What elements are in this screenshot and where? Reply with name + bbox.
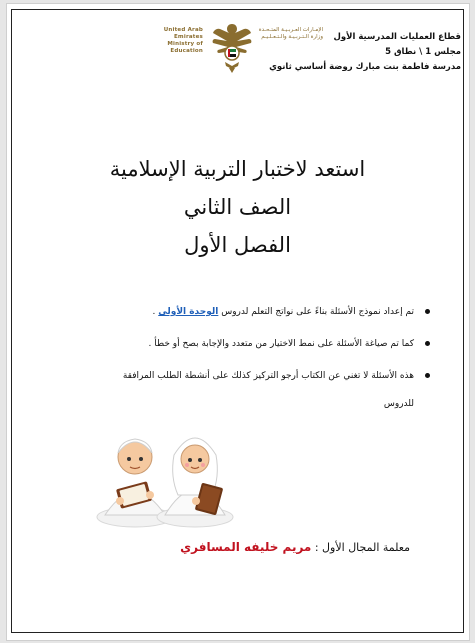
notes-list <box>50 305 430 411</box>
list-item <box>50 305 430 319</box>
document-titles <box>0 150 475 264</box>
school-line: مدرسة فاطمة بنت مبارك روضة أساسي ثانوي <box>269 62 461 72</box>
bullet-icon <box>425 373 430 378</box>
ministry-en-line2: Ministry of Education <box>167 41 203 54</box>
ministry-en-line1: United Arab Emirates <box>163 27 203 40</box>
ministry-name-arabic <box>255 27 323 41</box>
teacher-name: مريم خليفه المسافري <box>180 540 312 554</box>
ministry-name-english <box>133 27 203 55</box>
bullet-icon <box>425 341 430 346</box>
grade-title: الصف الثاني <box>183 195 292 219</box>
children-reading-books-icon <box>90 415 240 530</box>
bullet-icon <box>425 309 430 314</box>
bullet1-end: . <box>152 307 159 317</box>
term-title: الفصل الأول <box>184 233 291 257</box>
unit-one-link[interactable]: الوحدة الأولى <box>158 307 219 317</box>
list-item <box>50 369 430 411</box>
bullet1-text: تم إعداد نموذج الأسئلة بناءً على نواتج التعلم لدروس <box>218 307 414 317</box>
teacher-credit <box>180 540 410 554</box>
main-title: استعد لاختبار التربية الإسلامية <box>109 157 366 181</box>
bullet2-text: كما تم صياغة الأسئلة على نمط الاختيار من متعدد والإجابة بصح أو خطأ . <box>148 339 414 349</box>
bullet3-text: هذه الأسئلة لا تغني عن الكتاب أرجو التركيز كذلك على أنشطة الطلب المرافقة <box>122 371 414 381</box>
ministry-ar-line1: الإمـارات العـربـيـة المتـحـدة <box>258 27 323 33</box>
ministry-ar-line2: وزارة الـتـربـيـة والـتـعـلـيـم <box>261 34 323 40</box>
list-item <box>50 337 430 351</box>
council-line: مجلس 1 \ نطاق 5 <box>385 47 461 57</box>
uae-falcon-emblem-icon <box>205 18 259 76</box>
sector-line: قطاع العمليات المدرسية الأول <box>333 32 461 42</box>
bullet3-continuation: للدروس <box>383 399 414 409</box>
teacher-label: معلمة المجال الأول : <box>311 541 410 554</box>
